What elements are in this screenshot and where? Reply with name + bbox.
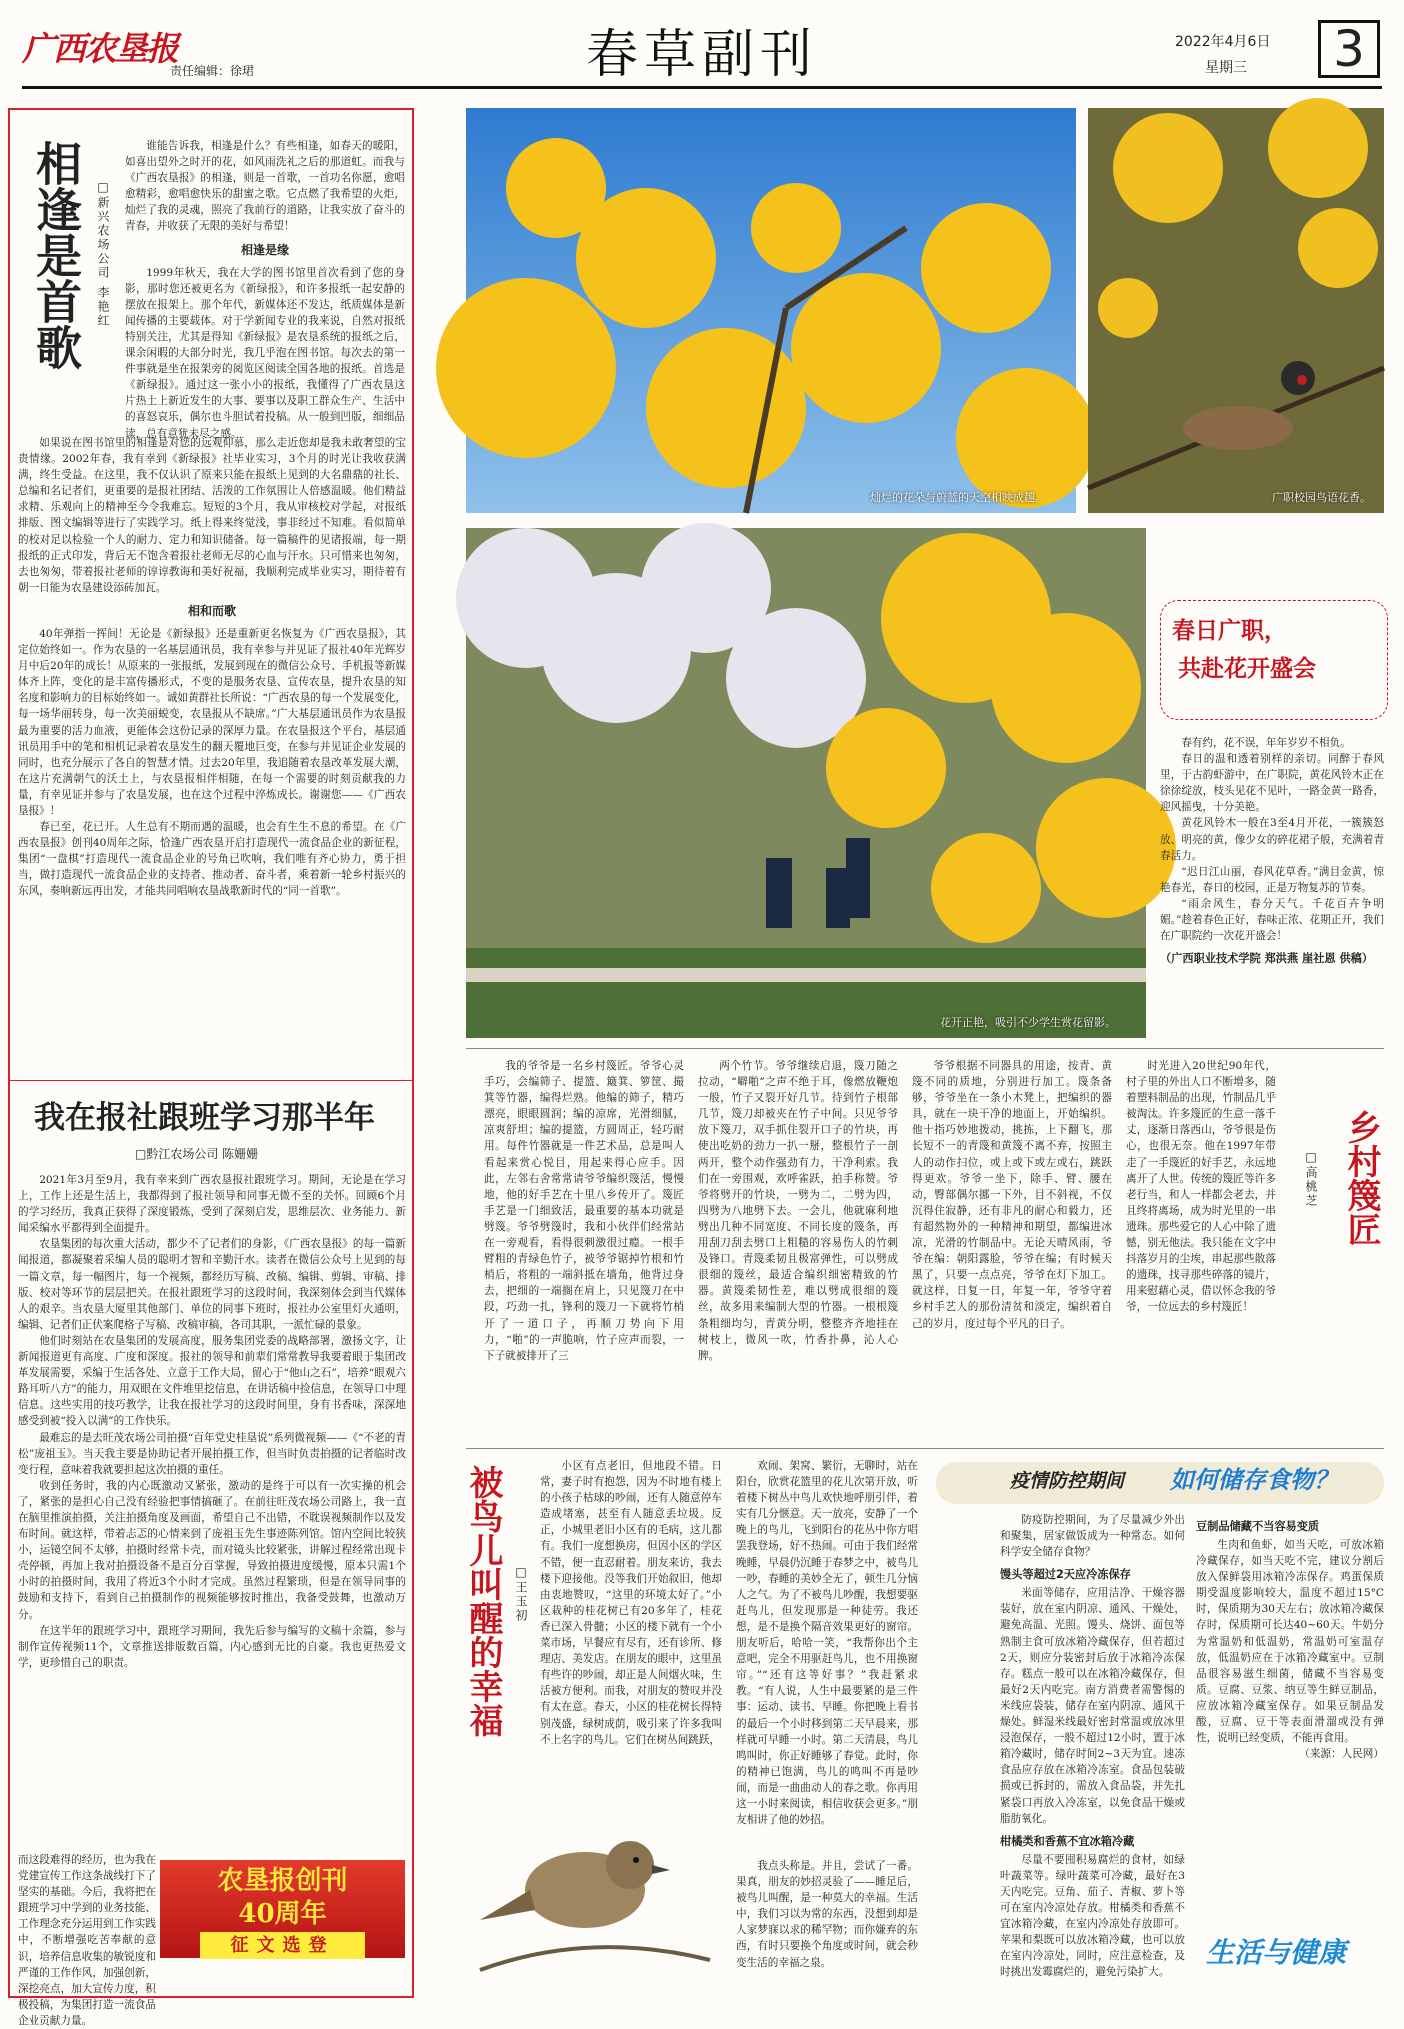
article5-text-1: 小区有点老旧，但地段不错。日常，妻子时有抱怨，因为不时地有楼上的小孩子枯球的吵闹，还有人随意停车造成堵塞，甚至有人随意丢垃圾。反正，小城里老旧小区有的毛病，这儿都有。我们一度想换房，但因小区的学区不错，便一直忍耐着。朋友来访，我去楼下迎接他。没等我们开始叙旧，他却由衷地赞叹，“这里的环境太好了。”小区栽种的桂花树已有20多年了，桂花香已深入骨髓；小区的楼下就有一个小菜市场，早餐应有尽有，还有诊所、修理店、美发店。在朋友的眼中，这里虽有些许的吵闹，却正是人间烟火味，生活被方便利。而我，对朋友的赞叹并没有太在意。春天，小区的桂花树长得特别茂盛，绿树成荫，吸引来了许多我叫不上名字的鸟儿。它们在树丛间跳跃， xyxy=(540,1460,722,1746)
article2-para-3: 他们时刻站在农垦集团的发展高度，服务集团党委的战略部署，激扬文字，让新闻报道更有高度、广度和深度。报社的领导和前辈们常常教导我要着眼于集团改革发展需要，采编于生活各处、立意于工作大局，留心于“他山之石”，培养“眼观六路耳听八方”的能力，用双眼在文件堆里挖信息，在讲话稿中捡信息，在领导口中理信息。这些实用的技巧教学，让我在报社学习的这段时间里，身有书香味，深深地感受到被“投入以满”的工作快乐。 xyxy=(18,1334,406,1428)
article2-para-1: 2021年3月至9月，我有幸来到广西农垦报社跟班学习。期间，无论是在学习上，工作上还是生活上，我都得到了报社领导和同事无微不至的关怀。回顾6个月的学习经历，我真正获得了深度锻炼，受到了深刻启发，思维层次、业务能力、新闻采编水平都得到全面提升。 xyxy=(18,1174,406,1235)
article6-title-1: 疫情防控期间 xyxy=(1010,1470,1125,1492)
photo3-caption: 花开正艳，吸引不少学生赏花留影。 xyxy=(940,1016,1116,1029)
article4-title: 乡村篾匠 xyxy=(1341,1110,1381,1246)
article3-para-3: 黄花风铃木一般在3至4月开花，一簇簇怒放、明亮的黄，像少女的碎花裙子般，充满着青春活力。 xyxy=(1160,817,1384,862)
article1-para-2: 如果说在图书馆里的相逢是对您的远观仰慕，那么走近您却是我未敢奢望的宝贵情缘。2002年春，我有幸到《新绿报》社毕业实习，3个月的时光让我收获满满，终生受益。在这里，我不仅认识了原来只能在报纸上见到的大名鼎鼎的社长、总编和名记者们，更重要的是报社团结、活泼的工作氛围让人倍感温暖。他们精益求精、乐观向上的精神至今令我难忘。短短的3个月，我从审核校对学起，对报纸排版、图文编辑等进行了实践学习。纸上得来终觉浅，事非经过不知难。看似简单的校对足以检验一个人的耐力、定力和知识储备。每一篇稿件的见诸报端，每一期报纸的正式印发，背后无不饱含着报社老师无尽的心血与汗水。只可惜来也匆匆，去也匆匆，带着报社老师的谆谆教诲和美好祝福，我顺利完成毕业实习，期待着有朝一日能为农垦建设添砖加瓦。 xyxy=(18,437,406,594)
photo2-caption: 广职校园鸟语花香。 xyxy=(1272,491,1371,504)
article4-text-2: 两个竹节。爷爷继续启退，篾刀随之拉动，“噼啪”之声不绝于耳，像燃放鞭炮一般，竹子又裂开好几节。待到竹子根部几节，篾刀却被夹在竹子中间。只见爷爷放下篾刀，双手抓住裂开口子的竹块，再使出吃奶的劲力一扒一掰，整根竹子一剖两开，整个动作强劲有力，干净利索。我们在一旁围观，欢呼雀跃，拍手称赞。爷爷将劈开的竹块，一劈为二，二劈为四，四劈为八地劈下去。一会儿，他就麻利地劈出几种不同宽度、不同长度的篾条，再用刮刀刮去劈口上粗糙的容易伤人的竹刺及锋口。青篾柔韧且极富弹性，可以劈成很细的篾丝，最适合编织细密精致的竹器。黄篾柔韧性差，难以劈成很细的篾丝，故多用来编制大型的竹器。一根根篾条粗细均匀，青黄分明，整整齐齐地挂在树枝上，微风一吹，竹香扑鼻，沁人心脾。 xyxy=(698,1060,898,1362)
article1-subhead-2: 相和而歌 xyxy=(187,603,236,618)
article1-top-block xyxy=(125,138,405,440)
banner-line-2: 40周年 xyxy=(238,1899,327,1929)
article2-para-2: 农垦集团的每次重大活动，都少不了记者们的身影，《广西农垦报》的每一篇新闻报道，都凝聚着采编人员的聪明才智和辛勤汗水。读者在微信公众号上见到的每一篇文章，每一幅图片，每一个视频，都经历写稿、改稿、编辑、剪辑、审稿、排版、校对等环节的层层把关。在报社跟班学习的这段时间，我深刻体会到当代媒体人的艰辛。当农垦大厦里其他部门、单位的同事下班时，报社办公室里灯火通明，编辑、记者们正伏案爬格子写稿、改稿审稿，各司其职，一派忙碌的景象。 xyxy=(18,1238,406,1331)
article2-para-6: 在这半年的跟班学习中，跟班学习期间，我先后参与编写的文稿十余篇，参与制作宣传视频11个，文章推送排版数百篇，内心感到无比的自豪。我也更热爱文学，更珍惜自己的职责。 xyxy=(18,1624,406,1669)
article5-text-2: 欢闹、架窝、繁衍，无聊时，站在阳台，欣赏花篮里的花儿次第开放，听着楼下树丛中鸟儿欢快地呼朋引伴，着实有几分惬意。天一放亮，安静了一个晚上的鸟儿，飞到阳台的花丛中你方唱罢我登场，好不热闹。可由于我们经常晚睡，早晨仍沉睡于春梦之中，被鸟儿一吵，春睡的美妙全无了，顿生几分恼人之气。为了不被鸟儿吵醒，我想要驱赶鸟儿，但发现那是一种徒劳。我还想，是不是换个隔音效果更好的窗帘。朋友听后，哈哈一笑，“我帮你出个主意吧，完全不用驱赶鸟儿，也不用换窗帘。”“还有这等好事？”我赶紧求教。“有人说，人生中最要紧的是三件事：运动、读书、早睡。你把晚上看书的最后一个小时移到第二天早晨来，那样就可早睡一小时。第二天清晨，鸟儿鸣叫时，你正好睡够了春觉。此时，你的精神已饱满，鸟儿的鸣叫不再是吵闹，而是一曲曲动人的春之歌。你再用这一小时来阅读，相信收获会更多。”朋友相讲了他的妙招。 xyxy=(736,1460,918,1827)
article1-para-1a: 1999年秋天，我在大学的图书馆里首次看到了您的身影，那时您还被更名为《新绿报》，和许多报纸一起安静的摆放在报架上。那个年代，新媒体还不发达，纸质媒体是新闻传播的主要载体。对于学新闻专业的我来说，自然对报纸特别关注，尤其是得知《新绿报》是农垦系统的报纸之后，课余闲暇的大部分时光，我几乎泡在图书馆。每次去的第一件事就是坐在报架旁的阅览区阅读全国各地的报纸。首选是《新绿报》。通过这一张小小的报纸，我懂得了广西农垦这片热土上新近发生的大事、要事以及职工群众生产、生活中的喜怒哀乐，偶尔也斗胆试着投稿。从一般到凹版，细细品读，总有意犹未尽之感。 xyxy=(125,266,405,440)
article4-col-3 xyxy=(912,1058,1112,1440)
masthead-logo: 广西农垦报 xyxy=(22,29,177,68)
article6-subhead-2: 柑橘类和香蕉不宜冰箱冷藏 xyxy=(1000,1834,1135,1848)
article3-para-5: “雨余风生，春分天气。千花百卉争明媚。”趁着春色正好，春味正浓、花期正开，我们在广职院约一次花开盛会！ xyxy=(1160,897,1384,943)
article6-intro: 防疫防控期间，为了尽量减少外出和聚集，居家做饭成为一种常态。如何科学安全储存食物？ xyxy=(1000,1514,1185,1559)
left-divider xyxy=(8,1080,414,1081)
header-rule xyxy=(22,86,1382,89)
article1-byline: □新兴农场公司 李艳红 xyxy=(96,180,110,328)
article5-col-1 xyxy=(540,1458,722,1758)
article1-intro: 谁能告诉我，相逢是什么？有些相逢，如春天的暖阳，如喜出望外之时开的花，如风雨洗礼之后的那道虹。而我与《广西农垦报》的相逢，则是一首歌，一首功名你愿，愈唱愈精彩，愈唱愈快乐的甜蜜之歌。它点燃了我希望的火炬，灿烂了我的灵魂，照亮了我前行的道路，让我实放了奋斗的青春，并收获了无限的美好与希望！ xyxy=(125,140,405,233)
article2-byline: □黔江农场公司 陈姗姗 xyxy=(135,1147,259,1161)
sparrow-illustration xyxy=(470,1770,720,2000)
editor-credit: 责任编辑：徐珺 xyxy=(170,64,255,78)
article3-title-2: 共赴花开盛会 xyxy=(1178,655,1316,682)
article4-text-4: 时光进入20世纪90年代，村子里的外出人口不断增多，随着塑料制品的出现，竹制品几乎被淘汰。许多篾匠的生意一落千丈，逐渐日落西山，爷爷很是伤心，也很无奈。他在1997年带走了一手篾匠的好手艺，永远地离开了人世。传统的篾匠等许多老行当，和人一样都会老去，并且终将离场，成为时光里的一串遗珠。那些爱它的人心中除了遗憾，别无他法。我只能在文字中抖落岁月的尘埃，串起那些散落的遗珠，找寻那些碎落的镜片，用来慰藉心灵，借以怀念我的爷爷，一位远去的乡村篾匠！ xyxy=(1126,1060,1276,1314)
article4-text-1: 我的爷爷是一名乡村篾匠。爷爷心灵手巧，会编筛子、提篮、簸箕、箩筐、撮箕等竹器，编得烂熟。他编的筛子，精巧漂亮，眼眼圆润；编的凉席，光滑细腻，凉爽舒坦；编的提篮，方圆周正，轻巧耐用。每件竹器就是一件艺术品，总是叫人看起来赏心悦目，用起来得心应手。因此，左邻右舍常常请爷爷编织篾活，慢慢地，他的好手艺在十里八乡传开了。篾匠手艺是一门细致活，最重要的基本功就是劈篾。爷爷劈篾时，我和小伙伴们经常站在一旁观看，看得很刺激很过瘾。一根手臂粗的青绿色竹子，被爷爷锯掉竹根和竹梢后，将粗的一端斜抵在墙角，他背过身去，把细的一端搁在肩上，只见篾刀在中段，巧劲一扎，锋利的篾刀一下就将竹梢开了一道口子，再顺刀势向下用力，“啪”的一声脆响，竹子应声而裂，一下子就被排开了三 xyxy=(484,1060,684,1362)
photo-flowers-sky xyxy=(466,108,1076,513)
article5-text-3: 我点头称是。并且，尝试了一番。果真，朋友的妙招灵验了——睡足后，被鸟儿叫醒，是一种莫大的幸福。生活中，我们习以为常的东西，没想到却是人家梦寐以求的稀罕物；而你嫌弃的东西，有时只要换个角度或时间，就会秒变生活的幸福之泉。 xyxy=(736,1860,918,1969)
health-section-logo: 生活与健康 xyxy=(1206,1936,1347,1969)
article6-para-1: 米面等储存，应用洁净、干燥容器装好，放在室内阴凉、通风、干燥处，避免高温、光照。馒头、烧饼、面包等熟制主食可放冰箱冷藏保存，但若超过2天，则应分装密封后放于冰箱冷冻保存。糕点一般可以在冰箱冷藏保存，但最好2天内吃完。南方消费者需警惕的米线应袋装，储存在室内阴凉、通风干燥处。鲜湿米线最好密封常温或放冰里浸泡保存，一般不超过12小时，置于冰箱冷藏时，储存时间2~3天为宜。速冻食品应存放在冰箱冷冻室。食品包装破损或已拆封的，需放入食品袋，并先扎紧袋口再放入冷冻室，以免食品干燥或脂肪氧化。 xyxy=(1000,1587,1185,1825)
banner-line-1: 农垦报创刊 xyxy=(217,1866,348,1896)
article3-source: （广西职业技术学院 郑洪燕 崖社恩 供稿） xyxy=(1160,952,1374,966)
article2-body xyxy=(18,1172,406,1852)
article2-para-5: 收到任务时，我的内心既激动又紧张，激动的是终于可以有一次实操的机会了，紧张的是担心自己没有经验把事情搞砸了。在前往旺茂农场公司路上，我一直在脑里推演拍摄，关注拍摄角度及画面，希望自己不出错，不耽误视频制作以及发布时间。就这样，带着忐忑的心情来到了庞祖玉先生事迹陈列馆。馆内空间比较狭小，运镜空间不太够，拍摄时经常卡壳，而对镜头比较紧张，讲解过程经常出现卡壳停顿，再加上我对拍摄设备不是百分百掌握，导致拍摄进度缓慢，原本只需1个小时的拍摄时间，我用了将近3个小时才完成。虽然过程繁琐，但是在领导同事的鼓励和支持下，看到自己拍摄制作的视频能够按时推出，我备受鼓舞，也激动万分。 xyxy=(18,1479,406,1621)
section-title: 春草副刊 xyxy=(585,25,818,85)
article2-para-7: 而这段难得的经历，也为我在党建宣传工作这条战线打下了坚实的基础。今后，我将把在跟班学习中学到的业务技能、工作理念充分运用到工作实践中，不断增强吃苦奉献的意识，培养信息收集的敏锐度和严谨的工作作风，加强创新，深挖亮点，加大宣传力度，积极投稿，为集团打造一流食品企业贡献力量。 xyxy=(18,1854,156,2027)
article1-para-4: 春已至，花已开。人生总有不期而遇的温暖，也会有生生不息的希望。在《广西农垦报》创刊40周年之际，恰逢广西农垦开启打造现代一流食品企业的新征程，集团“一盘棋”打造现代一流食品企业的号角已吹响，我们唯有齐心协力，勇于担当，做打造现代一流食品企业的支持者、推动者、奋斗者，乘着新一轮乡村振兴的东风，奏响新远再出发，才能共同唱响农垦战歌新时代的“同一首歌”。 xyxy=(18,821,406,898)
article4-col-1 xyxy=(484,1058,684,1440)
article3-para-1: 春有约，花不误，年年岁岁不相负。 xyxy=(1181,737,1351,749)
page-number: 3 xyxy=(1318,20,1380,78)
article4-col-2 xyxy=(698,1058,898,1440)
article4-byline: □高桃芝 xyxy=(1304,1150,1318,1208)
issue-date: 2022年4月6日 xyxy=(1175,34,1271,50)
anniversary-banner xyxy=(160,1860,405,1958)
article4-text-3: 爷爷根据不同器具的用途，按青、黄篾不同的质地，分别进行加工。篾条备够，爷爷坐在一条小木凳上，把编织的器具，就在一块干净的地面上，开始编织。他十指巧妙地拨动，挑拣，上下翻飞，那长短不一的青篾和黄篾不离不弃，按照主人的动作扫位，或上或下或左或右，跳跃得更欢。爷爷一坐下，除手、臂、腰在动，臀部偶尔挪一下外，目不斜视，不仅沉得住寂静，还有非凡的耐心和毅力，还有超然物外的一种精神和期望，都编进冰凉，光滑的竹制品中。无论天晴风雨，爷爷在编：朝阳露脸，爷爷在编；有时候天黑了，只要一点点亮，爷爷在灯下加工。就这样，日复一日，年复一年，爷爷守着乡村手艺人的那份清贫和淡定，编织着自己的岁月，度过每个平凡的日子。 xyxy=(912,1060,1112,1330)
article3-title-1: 春日广职， xyxy=(1172,617,1287,644)
photo1-caption: 灿烂的花朵与蔚蓝的天空相映成趣。 xyxy=(870,491,1046,504)
article4-col-4 xyxy=(1126,1058,1276,1440)
article3-para-2: 春日的温和透着别样的亲切。同醉于春风里，于古韵虾游中，在广职院，黄花风铃木正在徐徐绽放，枝头见花不见叶，一路金黄一路香，迎风摇曳，十分美艳。 xyxy=(1160,753,1384,814)
article2-para-4: 最难忘的是去旺茂农场公司拍摄“百年党史桂垦说”系列微视频——《“不老的青松”庞祖玉》。当天我主要是协助记者开展拍摄工作，但当时负责拍摄的记者临时改变行程，意味着我就要担起这次拍摄的重任。 xyxy=(18,1431,406,1476)
divider-mid xyxy=(466,1048,1384,1049)
article6-subhead-1: 馒头等超过2天应冷冻保存 xyxy=(1000,1568,1131,1582)
divider-low xyxy=(466,1448,1384,1449)
article1-body xyxy=(18,435,406,1065)
article5-byline: □王玉初 xyxy=(514,1565,528,1623)
article1-title: 相逢是首歌 xyxy=(29,140,83,370)
article6-title-2: 如何储存食物？ xyxy=(1170,1465,1338,1494)
photo-campus-garden xyxy=(466,528,1146,1038)
article1-para-3: 40年弹指一挥间！无论是《新绿报》还是重新更名恢复为《广西农垦报》，其定位始终如一。作为农垦的一名基层通讯员，我有幸参与并见证了报社40年光辉岁月中后20年的成长！从原来的一张报纸，发展到现在的微信公众号、手机报等新媒体齐上阵，变化的是丰富传播形式，不变的是服务农垦、宣传农垦，提升农垦的知名度和影响力的目标始终如一。诚如黄群社长所说：“广西农垦的每一个发展变化，每一场华丽转身，每一次美丽蜕变，农垦报从不缺席。”广大基层通讯员作为农垦报最为重要的活力血液，更能体会这份记录的深厚力量。在农垦报这个平台，基层通讯员用手中的笔和相机记录着农垦发生的翻天覆地巨变，在参与并见证企业发展的同时，也充分展示了各自的智慧才情。过去20年里，我追随着农垦改革发展大潮，在这片充满朝气的沃土上，与农垦报相伴相随，在每一个需要的时刻贡献我的力量，有幸见证并参与了农垦发展，也在这个过程中淬炼成长。谢谢您——《广西农垦报》！ xyxy=(18,627,406,817)
article6-col-2 xyxy=(1196,1512,1384,1912)
article2-tail xyxy=(18,1852,156,2027)
article5-col-2 xyxy=(736,1458,918,1848)
article5-col-3 xyxy=(736,1858,918,1998)
article6-para-2: 尽量不要囤积易腐烂的食材，如绿叶蔬菜等。绿叶蔬菜可冷藏，最好在3天内吃完。豆角、茄子、青椒、萝卜等可在室内冷凉处存放。柑橘类和香蕉不宜冰箱冷藏，在室内冷凉处存放即可。苹果和梨既可以放冰箱冷藏，也可以放在室内冷凉处，同时，应注意检查，及时挑出发霉腐烂的，避免污染扩大。 xyxy=(1000,1853,1185,1979)
article6-source: （来源：人民网） xyxy=(1299,1748,1384,1761)
article3-para-4: “迟日江山丽，春风花草香。”满目金黄，惊艳春光，春日的校园，正是万物复苏的节奏。 xyxy=(1160,865,1384,894)
issue-weekday: 星期三 xyxy=(1205,60,1247,76)
article2-title: 我在报社跟班学习那半年 xyxy=(34,1100,375,1136)
article5-title: 被鸟儿叫醒的幸福 xyxy=(463,1465,503,1737)
article6-col-1 xyxy=(1000,1512,1185,1990)
banner-line-3: 征文选登 xyxy=(200,1932,365,1959)
article1-subhead-1: 相逢是缘 xyxy=(240,242,289,257)
article6-subhead-3: 豆制品储藏不当容易变质 xyxy=(1196,1520,1320,1533)
photo-bird xyxy=(1088,108,1384,513)
article6-para-3: 生肉和鱼虾，如当天吃，可放冰箱冷藏保存，如当天吃不完，建议分割后放入保鲜袋用冰箱冷冻保存。鸡蛋保质期受温度影响较大，温度不超过15°C时，保质期为30天左右；放冰箱冷藏保存时，保质期可长达40~60天。牛奶分为常温奶和低温奶，常温奶可室温存放，低温奶应在于冰箱冷藏室中。豆制品很容易滋生细菌，储藏不当容易变质。豆腐、豆浆、纳豆等生鲜豆制品，应放冰箱冷藏室保存。如果豆制品发酸，豆腐、豆干等表面滑溜或没有弹性，说明已经变质，不能再食用。 xyxy=(1196,1539,1384,1745)
article3-body xyxy=(1160,735,1384,1035)
